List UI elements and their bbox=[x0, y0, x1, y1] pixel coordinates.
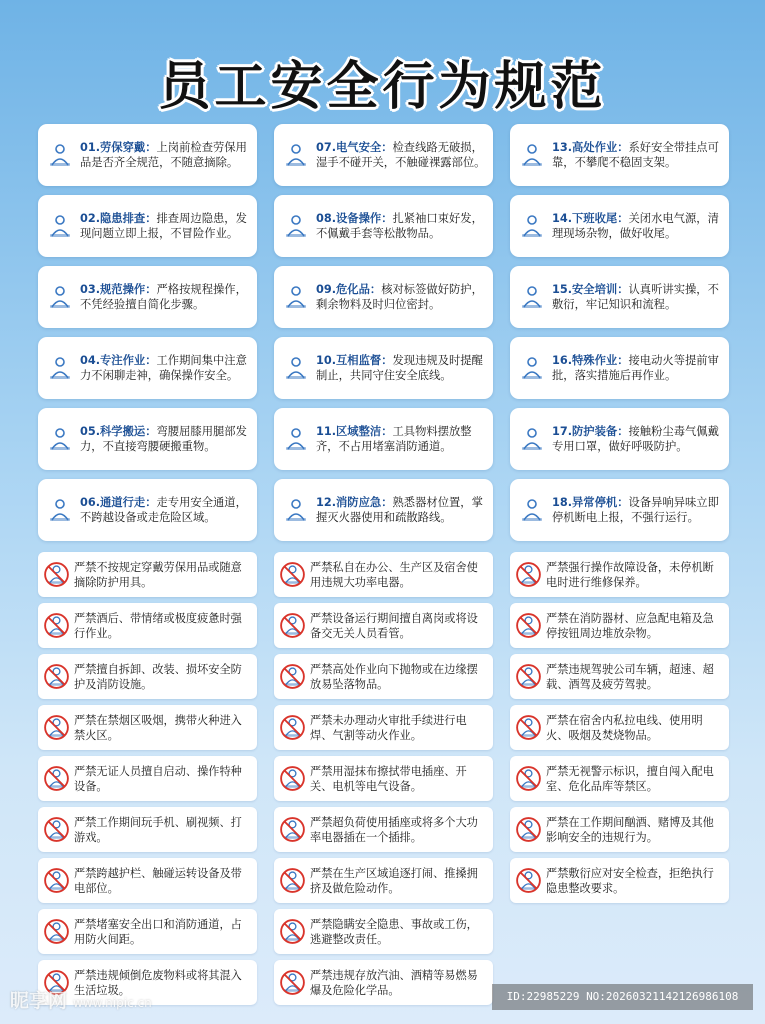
rule-body: 设备异响异味立即停机断电上报，不强行运行。 bbox=[552, 495, 719, 524]
rule-text bbox=[80, 353, 251, 384]
rule-body: 走专用安全通道，不跨越设备或走危险区域。 bbox=[80, 495, 247, 524]
prohibition-card bbox=[510, 603, 729, 648]
rules-grid bbox=[38, 124, 728, 550]
prohibition-text: 严禁用湿抹布擦拭带电插座、开关、电机等电气设备。 bbox=[310, 764, 467, 793]
focused-worker-icon bbox=[44, 352, 76, 384]
rule-text bbox=[316, 211, 487, 242]
prohibition-text: 严禁擅自拆卸、改装、损坏安全防护及消防设施。 bbox=[74, 662, 242, 691]
prohibition-text: 严禁违规存放汽油、酒精等易燃易爆及危险化学品。 bbox=[310, 968, 478, 997]
rule-heading: 01.劳保穿戴： bbox=[80, 140, 157, 154]
rule-card bbox=[510, 124, 729, 186]
no-ignoring-inspection-icon bbox=[515, 867, 542, 894]
no-climbing-railing-icon bbox=[43, 867, 70, 894]
rule-card bbox=[38, 337, 257, 399]
page-title: 员工安全行为规范 bbox=[158, 57, 607, 117]
rule-card bbox=[38, 124, 257, 186]
no-leaving-post-icon bbox=[279, 612, 306, 639]
rule-body: 检查线路无破损，湿手不碰开关，不触碰裸露部位。 bbox=[316, 140, 486, 169]
prohibition-card bbox=[274, 705, 493, 750]
no-throwing-icon bbox=[279, 663, 306, 690]
rule-body: 接触粉尘毒气佩戴专用口罩，做好呼吸防护。 bbox=[552, 424, 719, 453]
no-entry-icon bbox=[515, 765, 542, 792]
prohibition-card bbox=[274, 858, 493, 903]
rule-card bbox=[38, 408, 257, 470]
prohibition-card bbox=[274, 756, 493, 801]
rule-body: 熟悉器材位置，掌握灭火器使用和疏散路线。 bbox=[316, 495, 483, 524]
no-drunk-work-icon bbox=[43, 612, 70, 639]
lifting-box-icon bbox=[44, 423, 76, 455]
rule-text bbox=[552, 282, 723, 313]
no-reckless-driving-icon bbox=[515, 663, 542, 690]
rule-heading: 12.消防应急： bbox=[316, 495, 393, 509]
inspection-clipboard-icon bbox=[44, 210, 76, 242]
rule-heading: 03.规范操作： bbox=[80, 282, 157, 296]
rule-text bbox=[552, 211, 723, 242]
prohibition-card bbox=[274, 603, 493, 648]
prohibition-card bbox=[38, 654, 257, 699]
prohibition-card bbox=[38, 807, 257, 852]
prohibition-card bbox=[510, 552, 729, 597]
no-flammable-storage-icon bbox=[279, 969, 306, 996]
prohibition-text: 严禁在禁烟区吸烟，携带火种进入禁火区。 bbox=[74, 713, 242, 742]
no-concealment-icon bbox=[279, 918, 306, 945]
rule-text bbox=[80, 495, 251, 526]
rule-card bbox=[510, 266, 729, 328]
prohibition-card bbox=[274, 654, 493, 699]
prohibition-text: 严禁堵塞安全出口和消防通道，占用防火间距。 bbox=[74, 917, 242, 946]
no-ppe-removal-icon bbox=[43, 561, 70, 588]
rule-heading: 09.危化品： bbox=[316, 282, 382, 296]
no-high-power-appliance-icon bbox=[279, 561, 306, 588]
rule-heading: 04.专注作业： bbox=[80, 353, 157, 367]
prohibition-card bbox=[38, 756, 257, 801]
prohibition-text: 严禁高处作业向下抛物或在边缘摆放易坠落物品。 bbox=[310, 662, 478, 691]
rule-text bbox=[80, 424, 251, 455]
prohibition-card bbox=[274, 960, 493, 1005]
no-blocking-fire-equipment-icon bbox=[515, 612, 542, 639]
rule-heading: 06.通道行走： bbox=[80, 495, 157, 509]
power-off-icon bbox=[516, 210, 548, 242]
no-wet-cleaning-icon bbox=[279, 765, 306, 792]
prohibition-card bbox=[38, 705, 257, 750]
no-unlicensed-operation-icon bbox=[43, 765, 70, 792]
no-open-flame-icon bbox=[515, 714, 542, 741]
rule-text bbox=[80, 140, 251, 171]
prohibition-text: 严禁在宿舍内私拉电线、使用明火、吸烟及焚烧物品。 bbox=[546, 713, 703, 742]
rule-heading: 08.设备操作： bbox=[316, 211, 393, 225]
rule-body: 认真听讲实操，不敷衍，牢记知识和流程。 bbox=[552, 282, 719, 311]
rule-heading: 16.特殊作业： bbox=[552, 353, 629, 367]
rule-card bbox=[38, 195, 257, 257]
prohibition-text: 严禁隐瞒安全隐患、事故或工伤，逃避整改责任。 bbox=[310, 917, 478, 946]
prohibition-text: 严禁在消防器材、应急配电箱及急停按钮周边堆放杂物。 bbox=[546, 611, 714, 640]
rule-heading: 17.防护装备： bbox=[552, 424, 629, 438]
prohibitions-grid bbox=[38, 552, 728, 1011]
rule-card bbox=[274, 408, 493, 470]
no-horseplay-icon bbox=[279, 867, 306, 894]
rule-heading: 13.高处作业： bbox=[552, 140, 629, 154]
no-tampering-icon bbox=[43, 663, 70, 690]
prohibition-text: 严禁未办理动火审批手续进行电焊、气割等动火作业。 bbox=[310, 713, 467, 742]
rule-card bbox=[274, 266, 493, 328]
no-welding-icon bbox=[279, 714, 306, 741]
machine-stop-icon bbox=[516, 494, 548, 526]
prohibition-card bbox=[38, 603, 257, 648]
prohibition-card bbox=[38, 552, 257, 597]
rule-heading: 02.隐患排查： bbox=[80, 211, 157, 225]
prohibition-text: 严禁无证人员擅自启动、操作特种设备。 bbox=[74, 764, 242, 793]
rule-text bbox=[316, 353, 487, 384]
rule-body: 核对标签做好防护，剩余物料及时归位密封。 bbox=[316, 282, 483, 311]
prohibition-card bbox=[510, 705, 729, 750]
rule-body: 发现违规及时提醒制止，共同守住安全底线。 bbox=[316, 353, 483, 382]
rule-card bbox=[510, 195, 729, 257]
rule-text bbox=[316, 282, 487, 313]
procedure-checklist-icon bbox=[44, 281, 76, 313]
rule-card bbox=[274, 337, 493, 399]
rule-card bbox=[274, 195, 493, 257]
approval-document-icon bbox=[516, 352, 548, 384]
rule-heading: 10.互相监督： bbox=[316, 353, 393, 367]
rule-card bbox=[274, 479, 493, 541]
watermark-id: ID:22985229 NO:20260321142126986108 bbox=[492, 984, 753, 1010]
rule-body: 上岗前检查劳保用品是否齐全规范，不随意摘除。 bbox=[80, 140, 247, 169]
rule-body: 排查周边隐患，发现问题立即上报，不冒险作业。 bbox=[80, 211, 247, 240]
worker-helmet-icon bbox=[44, 139, 76, 171]
prohibition-text: 严禁跨越护栏、触碰运转设备及带电部位。 bbox=[74, 866, 242, 895]
rule-heading: 14.下班收尾： bbox=[552, 211, 629, 225]
gas-mask-icon bbox=[516, 423, 548, 455]
machine-operator-icon bbox=[280, 210, 312, 242]
rule-heading: 05.科学搬运： bbox=[80, 424, 157, 438]
rule-body: 严格按规程操作，不凭经验擅自简化步骤。 bbox=[80, 282, 247, 311]
rule-heading: 18.异常停机： bbox=[552, 495, 629, 509]
rule-card bbox=[510, 337, 729, 399]
rule-card bbox=[510, 408, 729, 470]
prohibition-text: 严禁违规驾驶公司车辆，超速、超载、酒驾及疲劳驾驶。 bbox=[546, 662, 714, 691]
prohibition-text: 严禁无视警示标识，擅自闯入配电室、危化品库等禁区。 bbox=[546, 764, 714, 793]
rule-text bbox=[80, 211, 251, 242]
rule-card bbox=[38, 479, 257, 541]
prohibition-text: 严禁敷衍应对安全检查，拒绝执行隐患整改要求。 bbox=[546, 866, 714, 895]
rule-text bbox=[316, 140, 487, 171]
no-smoking-icon bbox=[43, 714, 70, 741]
training-board-icon bbox=[516, 281, 548, 313]
prohibition-text: 严禁强行操作故障设备，未停机断电时进行维修保养。 bbox=[546, 560, 714, 589]
rule-body: 接电动火等提前审批，落实措施后再作业。 bbox=[552, 353, 719, 382]
rule-body: 弯腰屈膝用腿部发力，不直接弯腰硬搬重物。 bbox=[80, 424, 247, 453]
prohibition-text: 严禁在工作期间酗酒、赌博及其他影响安全的违规行为。 bbox=[546, 815, 714, 844]
no-gambling-icon bbox=[515, 816, 542, 843]
prohibition-text: 严禁违规倾倒危废物料或将其混入生活垃圾。 bbox=[74, 968, 242, 997]
rule-text bbox=[80, 282, 251, 313]
rule-heading: 15.安全培训： bbox=[552, 282, 629, 296]
prohibition-card bbox=[38, 858, 257, 903]
prohibition-card bbox=[38, 909, 257, 954]
prohibition-card bbox=[510, 807, 729, 852]
mutual-supervision-icon bbox=[280, 352, 312, 384]
empty-slot bbox=[510, 909, 729, 960]
no-overload-icon bbox=[279, 816, 306, 843]
tidy-workbench-icon bbox=[280, 423, 312, 455]
electric-plug-icon bbox=[280, 139, 312, 171]
prohibition-card bbox=[510, 756, 729, 801]
prohibition-card bbox=[274, 552, 493, 597]
rule-body: 工具物料摆放整齐，不占用堵塞消防通道。 bbox=[316, 424, 472, 453]
prohibition-text: 严禁超负荷使用插座或将多个大功率电器插在一个插排。 bbox=[310, 815, 478, 844]
fire-extinguisher-icon bbox=[280, 494, 312, 526]
watermark-site bbox=[10, 986, 152, 1013]
walkway-icon bbox=[44, 494, 76, 526]
rule-heading: 11.区域整洁： bbox=[316, 424, 393, 438]
prohibition-text: 严禁设备运行期间擅自离岗或将设备交无关人员看管。 bbox=[310, 611, 478, 640]
rule-body: 关闭水电气源，清理现场杂物，做好收尾。 bbox=[552, 211, 719, 240]
rule-body: 扎紧袖口束好发，不佩戴手套等松散物品。 bbox=[316, 211, 483, 240]
prohibition-card bbox=[510, 654, 729, 699]
prohibition-text: 严禁私自在办公、生产区及宿舍使用违规大功率电器。 bbox=[310, 560, 478, 589]
no-blocking-exit-icon bbox=[43, 918, 70, 945]
chemical-storage-icon bbox=[280, 281, 312, 313]
rule-text bbox=[316, 424, 487, 455]
rule-text bbox=[552, 353, 723, 384]
climbing-harness-icon bbox=[516, 139, 548, 171]
watermark-site-name: 昵享网 bbox=[10, 990, 68, 1012]
prohibition-text: 严禁酒后、带情绪或极度疲惫时强行作业。 bbox=[74, 611, 242, 640]
prohibition-card bbox=[510, 858, 729, 903]
prohibition-card bbox=[274, 807, 493, 852]
no-faulty-operation-icon bbox=[515, 561, 542, 588]
prohibition-text: 严禁在生产区域追逐打闹、推搡拥挤及做危险动作。 bbox=[310, 866, 478, 895]
rule-text bbox=[552, 140, 723, 171]
rule-card bbox=[38, 266, 257, 328]
rule-heading: 07.电气安全： bbox=[316, 140, 393, 154]
rule-card bbox=[510, 479, 729, 541]
rule-text bbox=[552, 424, 723, 455]
rule-text bbox=[316, 495, 487, 526]
rule-text bbox=[552, 495, 723, 526]
no-phone-icon bbox=[43, 816, 70, 843]
rule-body: 工作期间集中注意力不闲聊走神，确保操作安全。 bbox=[80, 353, 247, 382]
prohibition-text: 严禁工作期间玩手机、刷视频、打游戏。 bbox=[74, 815, 242, 844]
rule-body: 系好安全带挂点可靠，不攀爬不稳固支架。 bbox=[552, 140, 719, 169]
watermark-url: www.nipic.cn bbox=[73, 996, 152, 1010]
rule-card bbox=[274, 124, 493, 186]
prohibition-card bbox=[274, 909, 493, 954]
prohibition-text: 严禁不按规定穿戴劳保用品或随意摘除防护用具。 bbox=[74, 560, 242, 589]
